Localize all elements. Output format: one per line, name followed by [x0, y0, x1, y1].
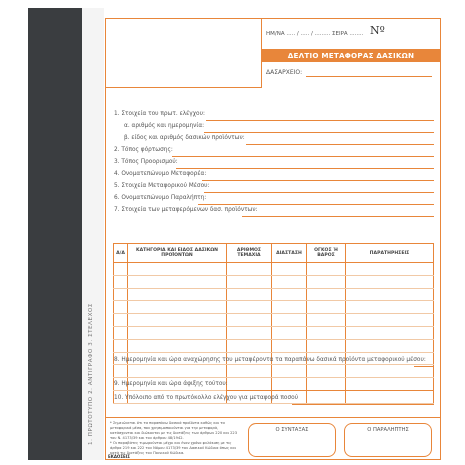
products-table [113, 243, 434, 404]
field-input-line[interactable] [198, 204, 434, 205]
field-input-line[interactable] [202, 180, 434, 181]
table-cell[interactable] [227, 263, 272, 276]
field-label: 4. Ονοματεπώνυμο Μεταφορέα: [114, 171, 207, 177]
table-cell[interactable] [114, 301, 128, 314]
recipient-signature-box: Ο ΠΑΡΑΛΗΠΤΗΣ [344, 423, 432, 457]
field-input-line[interactable] [292, 404, 434, 405]
table-row [114, 314, 434, 327]
transport-form-sheet [104, 8, 444, 460]
field-input-line[interactable] [176, 168, 434, 169]
composer-signature-box: Ο ΣΥΝΤΑΞΑΣ [248, 423, 336, 457]
col-category: ΚΑΤΗΓΟΡΙΑ ΚΑΙ ΕΙΔΟΣ ΔΑΣΙΚΩΝ ΠΡΟΪΟΝΤΩΝ [128, 244, 227, 263]
bottom-field [114, 381, 434, 391]
table-cell[interactable] [128, 339, 227, 352]
form-footer [106, 417, 440, 460]
table-cell[interactable] [114, 263, 128, 276]
legal-notes [110, 421, 240, 456]
table-header-row [114, 244, 434, 263]
legal-note: * Οι παραβάτες τιμωρούνται μέχρι και έναν χρόνο φυλάκιση με τις άρθρα 219 και 222 του Νόμου 4173/39 του Δασικού Κώδικα όπως και κατά τις διατάξεις του Ποινικού Κώδικα. [110, 441, 236, 455]
form-field [114, 195, 434, 205]
table-cell[interactable] [272, 326, 307, 339]
field-label: α. αριθμός και ημερομηνία: [124, 123, 205, 129]
field-label: 1. Στοιχεία του πρωτ. ελέγχου: [114, 111, 205, 117]
table-cell[interactable] [272, 288, 307, 301]
col-pieces: ΑΡΙΘΜΟΣ ΤΕΜΑΧΙΑ [227, 244, 272, 263]
table-row [114, 339, 434, 352]
publisher-brand: ΕΚΔΟΣΕΙΣ [108, 454, 131, 459]
form-field [114, 159, 434, 169]
table-cell[interactable] [114, 326, 128, 339]
table-cell[interactable] [227, 326, 272, 339]
field-label: β. είδος και αριθμός δασικών προϊόντων: [124, 135, 245, 141]
form-field [114, 207, 434, 217]
table-cell[interactable] [307, 326, 346, 339]
table-row [114, 288, 434, 301]
col-volume: ΟΓΚΟΣ Ή ΒΑΡΟΣ [307, 244, 346, 263]
field-label: 2. Τόπος φόρτωσης: [114, 147, 173, 153]
table-cell[interactable] [128, 275, 227, 288]
issuer-stamp-box [106, 19, 262, 88]
binding-spine [28, 8, 82, 460]
table-row [114, 263, 434, 276]
field-label: 8. Ημερομηνία και ώρα αναχώρησης του μεταφέροντα τα παραπάνω δασικά προϊόντα μεταφορικού μέσου: [114, 357, 426, 363]
field-input-line[interactable] [242, 216, 434, 217]
bottom-field [114, 395, 434, 405]
field-label: 9. Ημερομηνία και ώρα άφιξης τούτου: [114, 381, 228, 387]
table-cell[interactable] [307, 314, 346, 327]
field-label: 3. Τόπος Προορισμού: [114, 159, 178, 165]
form-field [114, 183, 434, 193]
table-cell[interactable] [227, 275, 272, 288]
form-field [114, 171, 434, 181]
table-cell[interactable] [128, 326, 227, 339]
table-cell[interactable] [307, 301, 346, 314]
col-remarks: ΠΑΡΑΤΗΡΗΣΕΙΣ [346, 244, 434, 263]
table-cell[interactable] [272, 275, 307, 288]
field-label: 5. Στοιχεία Μεταφορικού Μέσου: [114, 183, 210, 189]
field-input-line[interactable] [172, 156, 434, 157]
forest-office-label: ΔΑΣΑΡΧΕΙΟ: [266, 69, 303, 76]
table-cell[interactable] [128, 314, 227, 327]
field-input-line[interactable] [206, 120, 434, 121]
copy-labels: 1. ΠΡΩΤΟΤΥΠΟ 2. ΑΝΤΙΓΡΑΦΟ 3. ΣΤΕΛΕΧΟΣ [88, 303, 94, 445]
table-cell[interactable] [114, 275, 128, 288]
table-cell[interactable] [272, 339, 307, 352]
col-dimension: ΔΙΑΣΤΑΣΗ [272, 244, 307, 263]
legal-note: * Σημειώνεται ότι τα παραπάνω δασικά προϊόντα καθώς και τα μεταφορικά μέσα, που χρησιμοποιούνται για την μεταφορά, κατάσχονται και διώκονται με τις διατάξεις των άρθρων 220 και 223 του Ν. 4173/39 και του άρθρου 48/1942. [110, 421, 238, 440]
table-cell[interactable] [346, 288, 434, 301]
bottom-field [114, 357, 434, 367]
table-cell[interactable] [227, 339, 272, 352]
field-label: 7. Στοιχεία των μεταφερόμενων δασ. προϊόντων: [114, 207, 258, 213]
date-series-line: ΗΜ/ΝΑ ..... / ..... / ......... ΣΕΙΡΑ ........ [266, 31, 364, 37]
table-cell[interactable] [346, 326, 434, 339]
form-field [114, 111, 434, 121]
field-input-line[interactable] [414, 366, 434, 367]
table-row [114, 301, 434, 314]
table-cell[interactable] [128, 288, 227, 301]
form-title: ΔΕΛΤΙΟ ΜΕΤΑΦΟΡΑΣ ΔΑΣΙΚΩΝ ΠΡΟΪΟΝΤΩΝ [262, 49, 440, 62]
form-field [114, 147, 434, 157]
table-cell[interactable] [307, 288, 346, 301]
table-cell[interactable] [346, 339, 434, 352]
table-cell[interactable] [114, 288, 128, 301]
field-input-line[interactable] [226, 390, 434, 391]
table-cell[interactable] [128, 301, 227, 314]
table-cell[interactable] [346, 314, 434, 327]
field-input-line[interactable] [204, 192, 434, 193]
form-field [124, 123, 434, 133]
table-cell[interactable] [128, 263, 227, 276]
serial-number-symbol: Nº [370, 24, 385, 37]
table-cell[interactable] [307, 263, 346, 276]
form-frame [105, 18, 441, 460]
form-field [124, 135, 434, 145]
col-aa: Α/Α [114, 244, 128, 263]
table-cell[interactable] [307, 275, 346, 288]
table-cell[interactable] [272, 301, 307, 314]
forest-office-line [306, 76, 432, 77]
field-input-line[interactable] [246, 144, 434, 145]
table-cell[interactable] [346, 301, 434, 314]
table-cell[interactable] [227, 301, 272, 314]
table-cell[interactable] [346, 275, 434, 288]
field-input-line[interactable] [204, 132, 434, 133]
table-row [114, 326, 434, 339]
table-cell[interactable] [307, 339, 346, 352]
table-row [114, 275, 434, 288]
table-cell[interactable] [114, 314, 128, 327]
table-cell[interactable] [272, 263, 307, 276]
field-label: 6. Ονοματεπώνυμο Παραλήπτη: [114, 195, 207, 201]
table-cell[interactable] [346, 263, 434, 276]
form-header [262, 19, 440, 87]
table-cell[interactable] [114, 339, 128, 352]
table-cell[interactable] [272, 314, 307, 327]
table-cell[interactable] [227, 288, 272, 301]
field-label: 10. Υπόλοιπο από το πρωτόκολλο ελέγχου για μεταφορά ποσού [114, 395, 299, 401]
table-cell[interactable] [227, 314, 272, 327]
